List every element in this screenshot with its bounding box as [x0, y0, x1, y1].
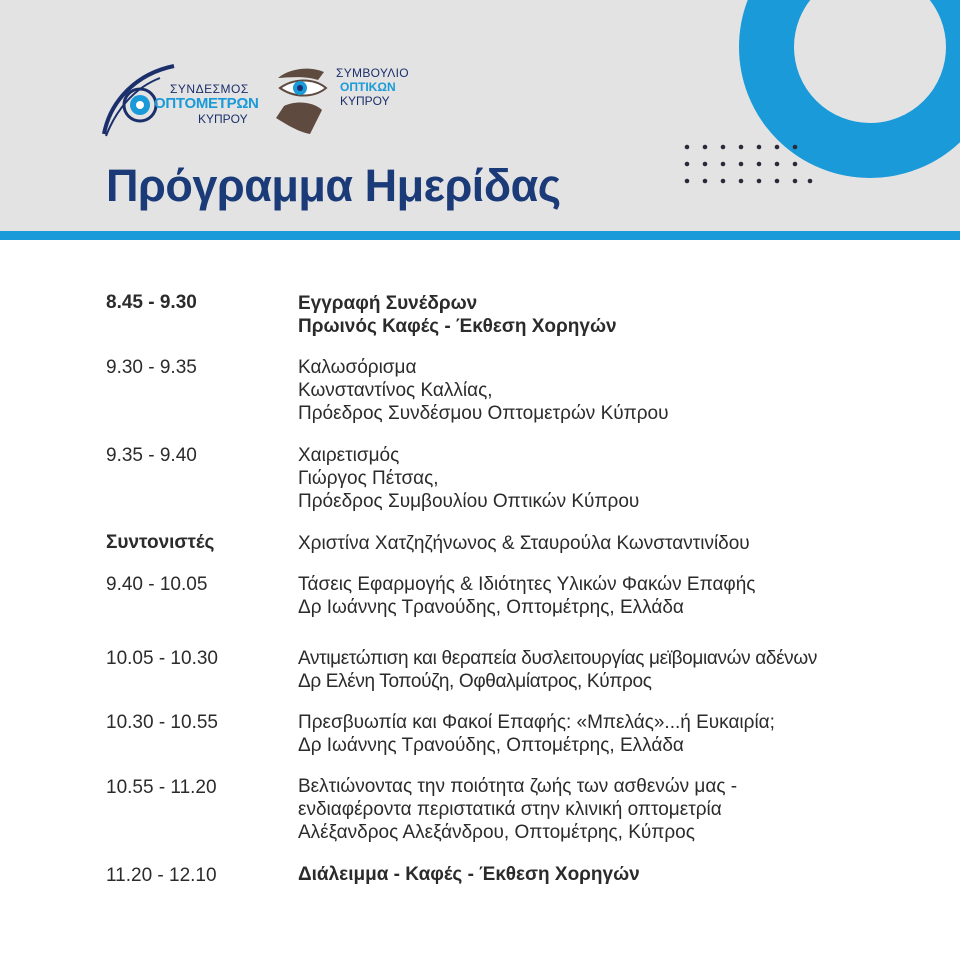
page-title: Πρόγραμμα Ημερίδας — [106, 160, 561, 211]
schedule-time: 10.05 - 10.30 — [106, 648, 218, 669]
schedule-line: Πρόεδρος Συνδέσμου Οπτομετρών Κύπρου — [298, 403, 669, 424]
logo-text-top: ΣΥΜΒΟΥΛΙΟ — [336, 66, 409, 80]
schedule-time: 10.55 - 11.20 — [106, 777, 217, 798]
schedule-line: Καλωσόρισμα — [298, 357, 417, 378]
schedule-time: 9.40 - 10.05 — [106, 574, 208, 595]
schedule-description — [298, 711, 775, 757]
schedule-line: Αντιμετώπιση και θεραπεία δυσλειτουργίας μεϊβομιανών αδένων — [298, 648, 817, 669]
schedule-time: 8.45 - 9.30 — [106, 292, 197, 313]
logo-text-bottom: ΚΥΠΡΟΥ — [198, 112, 248, 126]
schedule-description — [298, 292, 617, 338]
schedule-description — [298, 532, 750, 555]
schedule-description — [298, 356, 669, 425]
schedule-time: 9.35 - 9.40 — [106, 445, 197, 466]
schedule-line: Τάσεις Εφαρμογής & Ιδιότητες Υλικών Φακών Επαφής — [298, 574, 756, 595]
schedule-line: Δρ Ελένη Τοπούζη, Οφθαλμίατρος, Κύπρος — [298, 671, 652, 692]
schedule-description — [298, 775, 737, 844]
logo-text-top: ΣΥΝΔΕΣΜΟΣ — [170, 82, 249, 96]
schedule-line: Χαιρετισμός — [298, 445, 400, 466]
schedule-line: Πρόεδρος Συμβουλίου Οπτικών Κύπρου — [298, 491, 640, 512]
logo-text-middle: ΟΠΤΙΚΩΝ — [340, 80, 396, 94]
schedule-line: Διάλειμμα - Καφές - Έκθεση Χορηγών — [298, 864, 640, 885]
schedule-time: 10.30 - 10.55 — [106, 712, 218, 733]
schedule-line: Κωνσταντίνος Καλλίας, — [298, 380, 493, 401]
schedule-line: Βελτιώνοντας την ποιότητα ζωής των ασθενών μας - — [298, 776, 738, 797]
schedule-time: 9.30 - 9.35 — [106, 357, 197, 378]
schedule-description — [298, 647, 817, 693]
schedule-line: Αλέξανδρος Αλεξάνδρου, Οπτομέτρης, Κύπρος — [298, 822, 695, 843]
schedule-description — [298, 863, 640, 886]
schedule-line: Γιώργος Πέτσας, — [298, 468, 439, 489]
logo-text-middle: ΟΠΤΟΜΕΤΡΩΝ — [154, 95, 259, 112]
schedule-line: Εγγραφή Συνέδρων — [298, 293, 478, 314]
schedule-line: ενδιαφέροντα περιστατικά στην κλινική οπτομετρία — [298, 799, 722, 820]
schedule-time: 11.20 - 12.10 — [106, 865, 217, 886]
schedule-line: Πρωινός Καφές - Έκθεση Χορηγών — [298, 316, 617, 337]
schedule-line: Χριστίνα Χατζηζήνωνος & Σταυρούλα Κωνσταντινίδου — [298, 533, 750, 554]
schedule-line: Δρ Ιωάννης Τρανούδης, Οπτομέτρης, Ελλάδα — [298, 735, 684, 756]
schedule-description — [298, 573, 755, 619]
schedule-description — [298, 444, 639, 513]
schedule-line: Πρεσβυωπία και Φακοί Επαφής: «Μπελάς»...ή Ευκαιρία; — [298, 712, 775, 733]
schedule-moderators-label: Συντονιστές — [106, 532, 215, 553]
logo-text-bottom: ΚΥΠΡΟΥ — [340, 94, 390, 108]
schedule-line: Δρ Ιωάννης Τρανούδης, Οπτομέτρης, Ελλάδα — [298, 597, 684, 618]
